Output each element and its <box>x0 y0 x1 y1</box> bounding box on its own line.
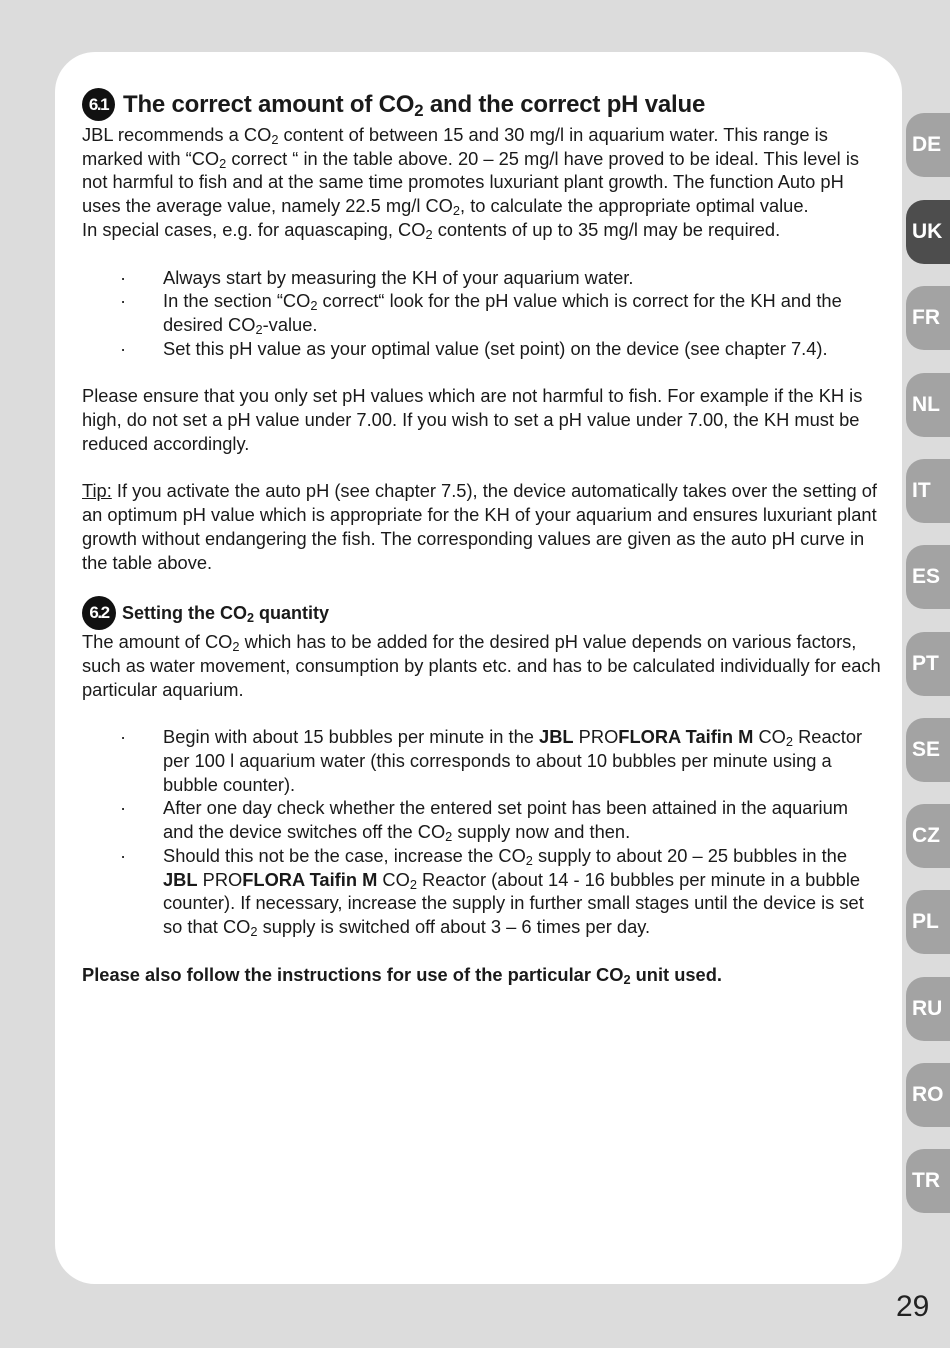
co2-amount-paragraph: The amount of $CO_2$ which has to be added for the desired pH value depends on various factors, such as water movement, consumption by plants etc. and has to be calculated individually for each particular aquarium. <box>82 631 881 700</box>
language-tab-pt[interactable]: PT <box>906 632 950 696</box>
ph-safety-paragraph: Please ensure that you only set pH values which are not harmful to fish. For example if the KH is high, do not set a pH value under 7.00. If you wish to set a pH value under 7.00, the KH must be reduced accordingly. <box>82 385 863 454</box>
language-tab-es[interactable]: ES <box>906 545 950 609</box>
language-tab-fr[interactable]: FR <box>906 286 950 350</box>
language-tab-uk[interactable]: UK <box>906 200 950 264</box>
section-6-2-bullet-list <box>82 725 882 938</box>
list-item: · Should this not be the case, increase the $CO_2$ supply to about 20 – 25 bubbles in the JBL PROFLORA Taifin M $CO_2$ Reactor (about 14 - 16 bubbles per minute in a bubble counter). If necessary, increase the supply in further small stages until the device is set so that $CO_2$ supply is switched off about 3 – 6 times per day. <box>82 844 882 939</box>
language-tab-tr[interactable]: TR <box>906 1149 950 1213</box>
list-item: · Always start by measuring the KH of your aquarium water. <box>82 266 882 290</box>
language-tab-it[interactable]: IT <box>906 459 950 523</box>
tip-label: Tip: <box>82 480 112 502</box>
language-tab-cz[interactable]: CZ <box>906 804 950 868</box>
section-number-badge: 6.1 <box>82 88 115 121</box>
document-content <box>82 88 882 986</box>
language-tab-se[interactable]: SE <box>906 718 950 782</box>
section-6-1-title: The correct amount of $CO_2$ and the correct pH value <box>123 90 706 120</box>
language-tab-strip <box>906 0 950 1348</box>
language-tab-de[interactable]: DE <box>906 113 950 177</box>
co2-recommendation-paragraph: JBL recommends a $CO_2$ content of between 15 and 30 mg/l in aquarium water. This range is marked with “$CO_2$ correct “ in the table above. 20 – 25 mg/l have proved to be ideal. This level is not harmful to fish and at the same time promotes luxuriant plant growth. The function Auto pH uses the average value, namely 22.5 mg/l $CO_2$, to calculate the appropriate optimal value. <box>82 124 860 219</box>
language-tab-ro[interactable]: RO <box>906 1063 950 1127</box>
list-item: · In the section “$CO_2$ correct“ look for the pH value which is correct for the KH and the desired $CO_2$-value. <box>82 289 882 336</box>
language-tab-ru[interactable]: RU <box>906 977 950 1041</box>
list-item: · Set this pH value as your optimal value (set point) on the device (see chapter 7.4). <box>82 337 882 361</box>
section-6-1-bullet-list <box>82 266 882 361</box>
section-6-2-heading <box>82 596 882 630</box>
final-instruction-note: Please also follow the instructions for use of the particular $CO_2$ unit used. <box>82 963 722 987</box>
tip-paragraph: Tip: If you activate the auto pH (see chapter 7.5), the device automatically takes over the setting of an optimum pH value which is appropriate for the KH of your aquarium and ensures luxuriant plant growth without endangering the fish. The corresponding values are given as the auto pH curve in the table above. <box>82 480 877 573</box>
section-6-2-title: Setting the $CO_2$ quantity <box>122 603 330 626</box>
special-cases-paragraph: In special cases, e.g. for aquascaping, $CO_2$ contents of up to 35 mg/l may be required. <box>82 218 781 242</box>
list-item: · Begin with about 15 bubbles per minute in the JBL PROFLORA Taifin M $CO_2$ Reactor per 100 l aquarium water (this corresponds to about 10 bubbles per minute using a bubble counter). <box>82 725 882 796</box>
page-number: 29 <box>896 1290 930 1323</box>
section-number-badge: 6.2 <box>82 596 116 630</box>
language-tab-nl[interactable]: NL <box>906 373 950 437</box>
section-6-1-heading <box>82 88 882 121</box>
language-tab-pl[interactable]: PL <box>906 890 950 954</box>
list-item: · After one day check whether the entered set point has been attained in the aquarium and the device switches off the $CO_2$ supply now and then. <box>82 796 882 843</box>
